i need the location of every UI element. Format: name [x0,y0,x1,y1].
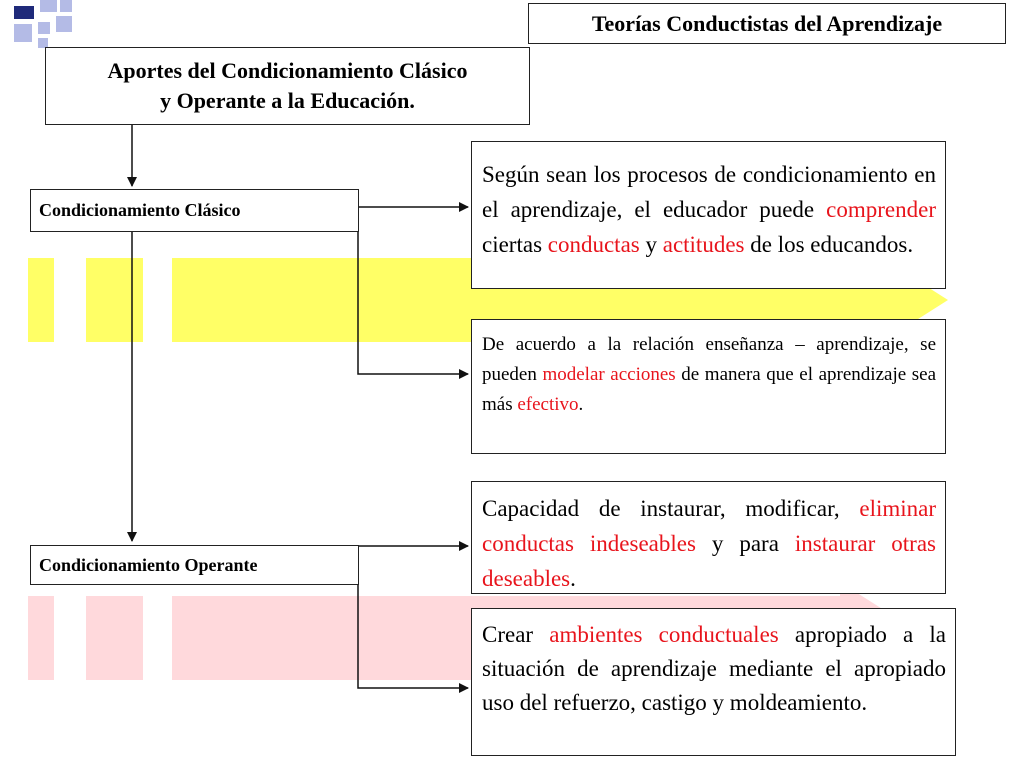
classic-box1-highlight-1: comprender [826,197,936,222]
root-line-2: y Operante a la Educación. [160,88,415,113]
classic-effect-box-2 [471,319,946,454]
classic-box1-text-2: ciertas [482,232,548,257]
operant-effect-box-1 [471,481,946,594]
classic-box1-text-1: Según sean los procesos de condicionamiento en el aprendizaje, el educador puede [482,162,936,222]
operant-box2-text-1: Crear [482,622,550,647]
slide-title: Teorías Conductistas del Aprendizaje [591,10,943,36]
classic-conditioning-label: Condicionamiento Clásico [39,200,241,220]
classic-box1-text-4: de los educandos. [744,232,914,257]
classic-box2-text-3: . [578,394,584,415]
operant-box1-text-3: . [570,566,576,591]
classic-box1-text-3: y [639,232,663,257]
operant-box1-highlight-2: instaurar otras deseables [482,531,936,591]
classic-box1-highlight-3: actitudes [662,232,745,257]
slide-title-box [528,3,1006,44]
operant-box2-text-2: apropiado a la situación de aprendizaje mediante el apropiado uso del refuerzo, castigo y moldeamiento. [482,622,947,715]
classic-box2-highlight-1: modelar acciones [542,364,676,385]
operant-conditioning-label: Condicionamiento Operante [39,554,258,575]
operant-effect-box-2 [471,608,956,756]
operant-conditioning-box [30,545,359,585]
operant-box1-text-2: y para [695,531,795,556]
classic-conditioning-box [30,189,359,232]
root-line-1: Aportes del Condicionamiento Clásico [107,58,468,83]
classic-box2-text-2: de manera que el aprendizaje sea más [482,364,937,415]
classic-effect-box-1 [471,141,946,289]
classic-box1-highlight-2: conductas [547,232,640,257]
classic-box2-text-1: De acuerdo a la relación enseñanza – aprendizaje, se pueden [482,334,936,385]
root-box [45,47,530,125]
operant-box1-text-1: Capacidad de instaurar, modificar, [482,496,860,521]
operant-box1-highlight-1: eliminar conductas indeseables [482,496,936,556]
operant-box2-highlight-1: ambientes conductuales [549,622,779,647]
classic-box2-highlight-2: efectivo [517,394,579,415]
